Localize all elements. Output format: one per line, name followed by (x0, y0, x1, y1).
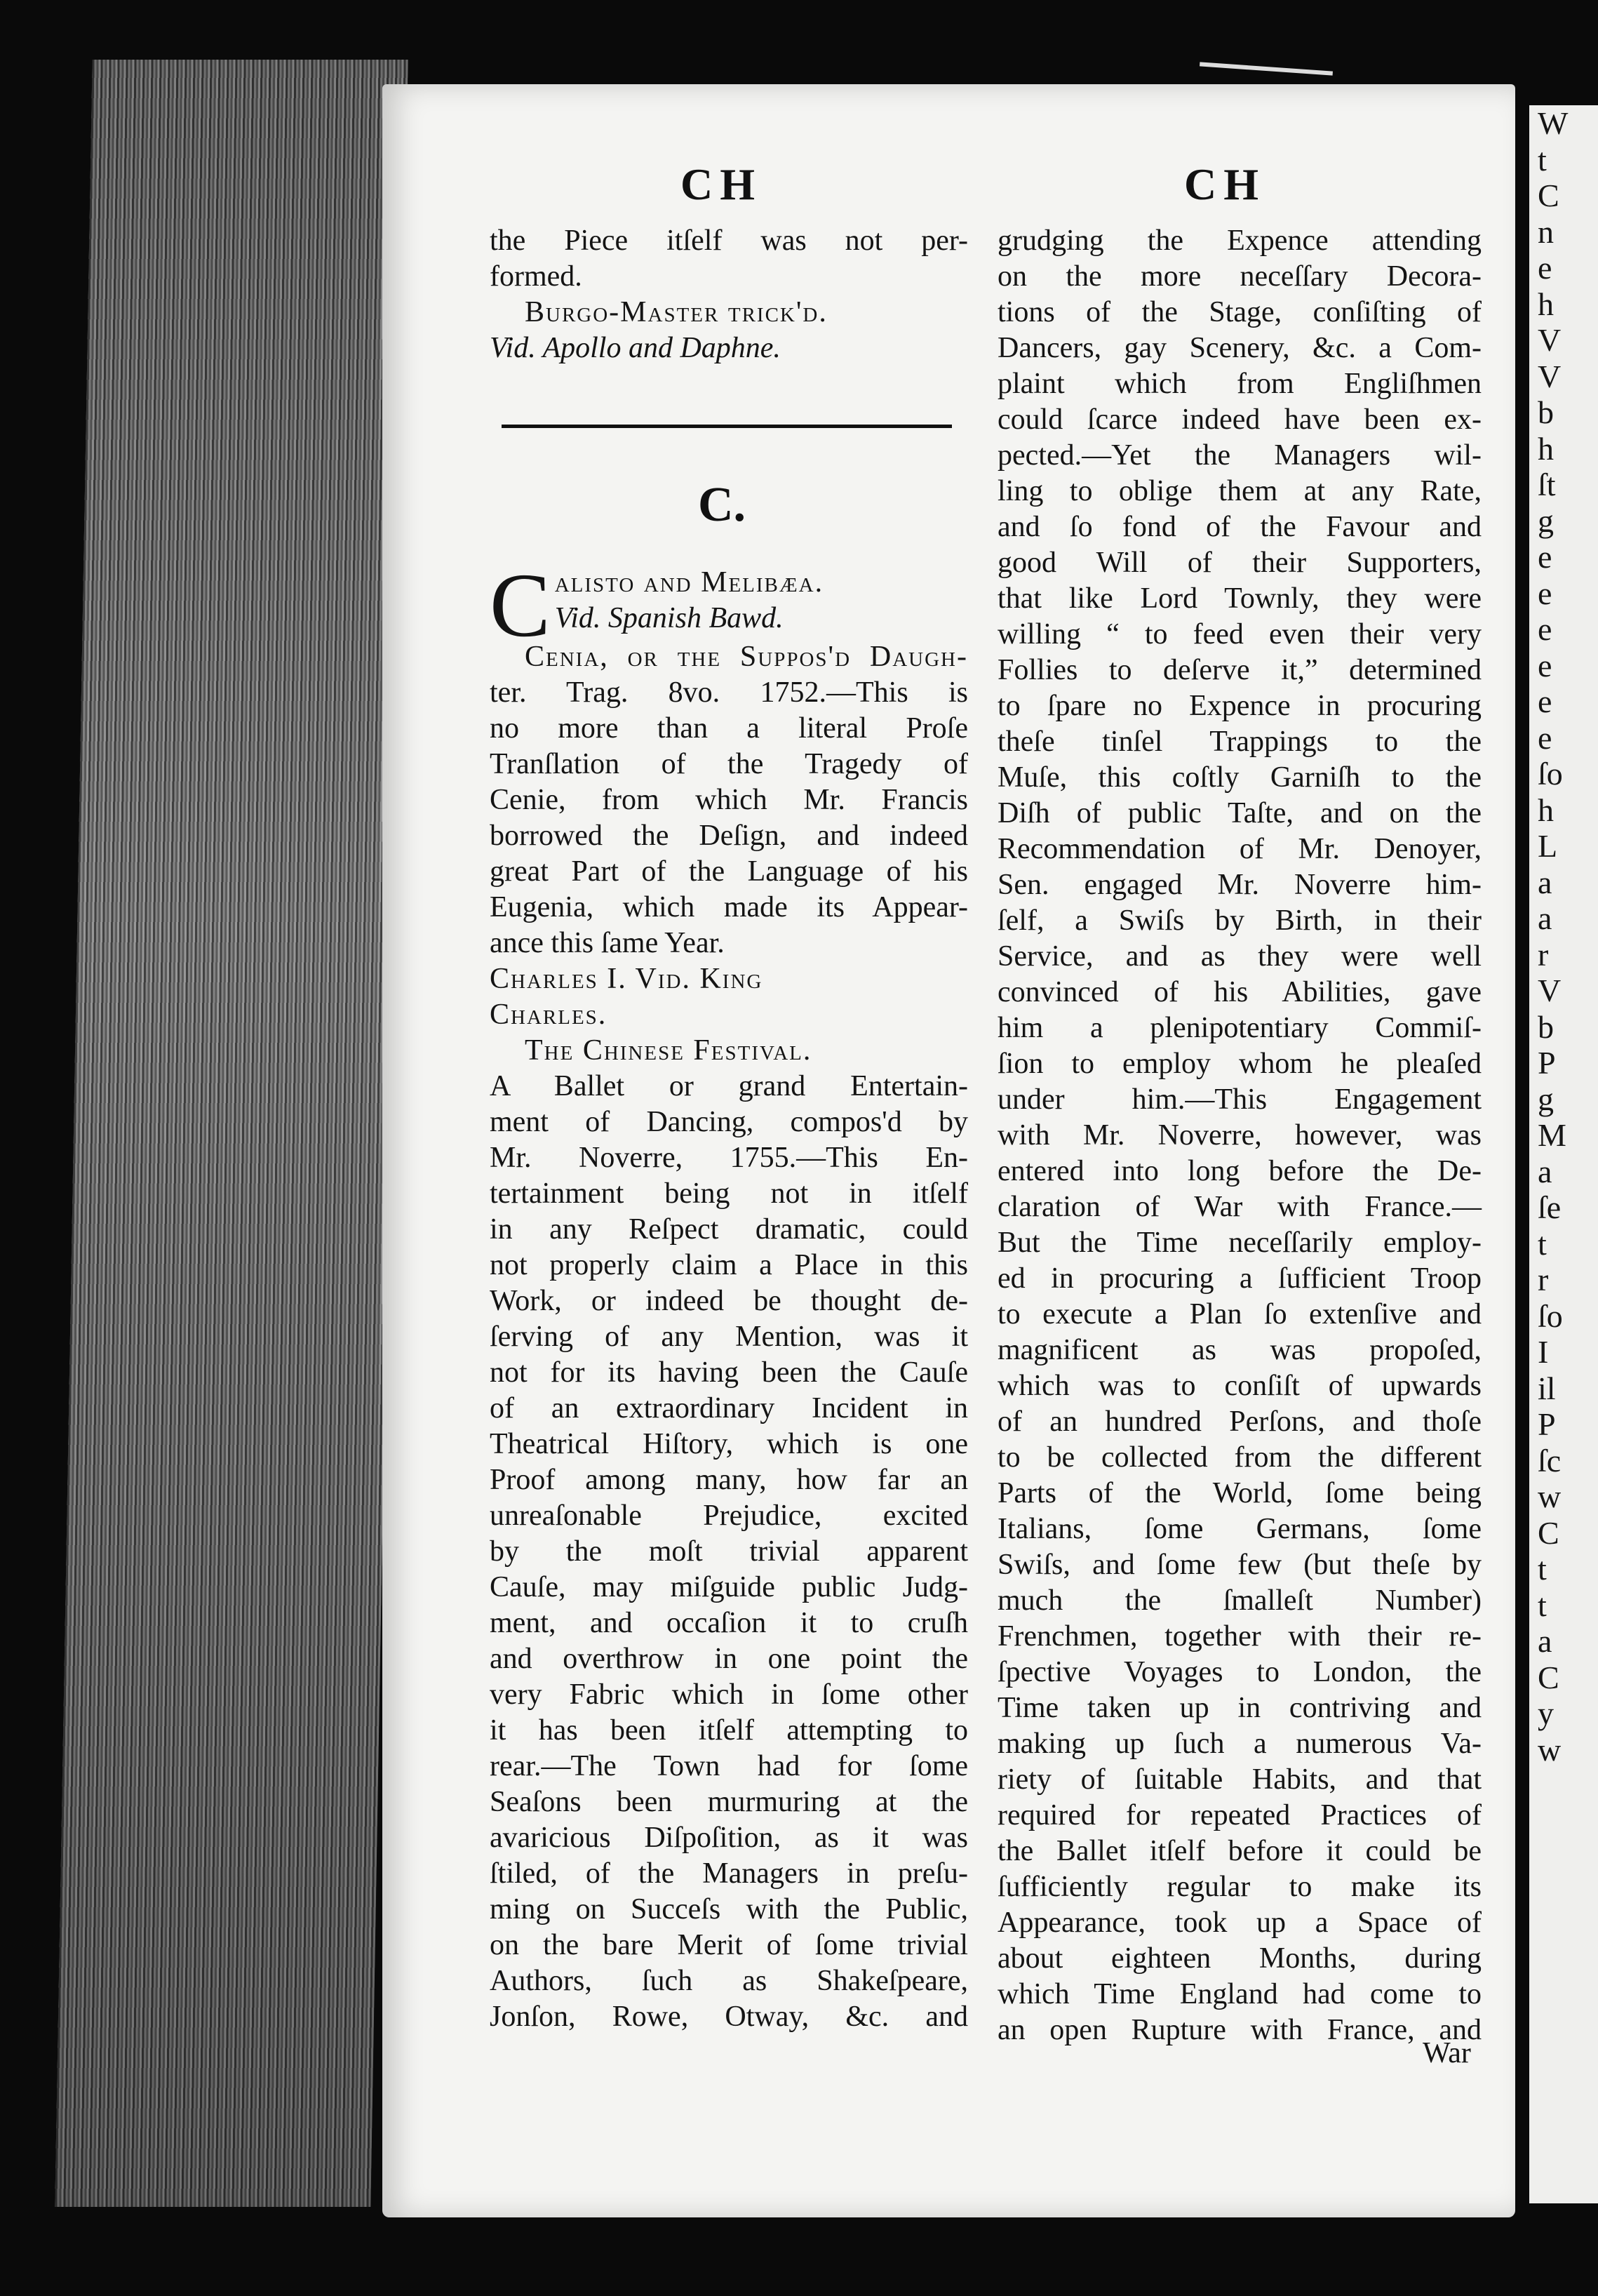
text-line: Authors, ſuch as Shakeſpeare, (490, 1965, 968, 1997)
text-line: the Piece itſelf was not per- (490, 225, 968, 257)
facing-page-fragment-text: M (1538, 1117, 1566, 1153)
text-line: convinced of his Abilities, gave (998, 976, 1482, 1008)
text-line: good Will of their Supporters, (998, 547, 1482, 579)
text-line: could ſcarce indeed have been ex- (998, 403, 1482, 436)
facing-page-fragment-text: w (1538, 1479, 1562, 1514)
text-line: in any Reſpect dramatic, could (490, 1213, 968, 1246)
text-line: not properly claim a Place in this (490, 1249, 968, 1281)
text-line: ter. Trag. 8vo. 1752.—This is (490, 676, 968, 709)
text-line: an open Rupture with France, and (998, 2014, 1482, 2046)
section-divider (502, 425, 952, 428)
facing-page-fragment-text: e (1538, 719, 1552, 756)
text-line: about eighteen Months, during (998, 1942, 1482, 1975)
right-column-body (998, 223, 1482, 2048)
facing-page-fragment-text: y (1538, 1695, 1554, 1731)
text-line: Tranſlation of the Tragedy of (490, 748, 968, 780)
scan-artifact (1200, 62, 1333, 75)
text-line: making up ſuch a numerous Va- (998, 1728, 1482, 1760)
text-line: Diſh of public Taſte, and on the (998, 797, 1482, 829)
text-line: by the moſt trivial apparent (490, 1535, 968, 1568)
text-line: under him.—This Engagement (998, 1083, 1482, 1116)
text-line: Italians, ſome Germans, ſome (998, 1513, 1482, 1545)
text-line: grudging the Expence attending (998, 225, 1482, 257)
text-line: which was to conſiſt of upwards (998, 1370, 1482, 1402)
facing-page-fragment-text: h (1538, 792, 1554, 828)
text-line: The Chinese Festival. (525, 1034, 812, 1067)
facing-page-fragment-text: ſc (1538, 1442, 1562, 1479)
text-line: claration of War with France.— (998, 1191, 1482, 1223)
facing-page-fragment-text: e (1538, 683, 1552, 719)
facing-page-fragment-text: e (1538, 539, 1552, 575)
text-line: ling to oblige them at any Rate, (998, 475, 1482, 507)
facing-page-fragment-text: V (1538, 973, 1562, 1008)
left-column-top (490, 223, 968, 366)
facing-page-fragment-text: t (1538, 141, 1547, 178)
text-line: magnificent as was propoſed, (998, 1334, 1482, 1366)
text-line: theſe tinſel Trappings to the (998, 726, 1482, 758)
text-line: him a plenipotentiary Commiſ- (998, 1012, 1482, 1044)
facing-page-fragment-text: P (1538, 1045, 1556, 1081)
text-line: ming on Succeſs with the Public, (490, 1893, 968, 1925)
facing-page-fragment-text: a (1538, 864, 1552, 900)
text-line: Charles. (490, 999, 607, 1031)
cross-reference: Vid. Spanish Bawd. (554, 602, 784, 634)
facing-page-fragment-text: t (1538, 1225, 1547, 1262)
facing-page-fragment-text: g (1538, 502, 1554, 539)
text-line: Swiſs, and ſome few (but theſe by (998, 1549, 1482, 1581)
cross-reference-heading: Burgo-Master trick'd. (525, 296, 828, 328)
text-line: Work, or indeed be thought de- (490, 1285, 968, 1317)
facing-page-fragment-text: t (1538, 1551, 1547, 1587)
text-line: unreaſonable Prejudice, excited (490, 1500, 968, 1532)
facing-page-fragment-text: h (1538, 286, 1554, 322)
book-page-edge (55, 60, 408, 2207)
text-line: plaint which from Engliſhmen (998, 368, 1482, 400)
text-line: on the more neceſſary Decora- (998, 260, 1482, 293)
text-line: A Ballet or grand Entertain- (490, 1070, 968, 1102)
facing-page-fragment-text: ſo (1538, 1297, 1563, 1334)
text-line: and ſo fond of the Favour and (998, 511, 1482, 543)
facing-page-fragment-text: h (1538, 430, 1554, 467)
text-line: the Ballet itſelf before it could be (998, 1835, 1482, 1867)
text-line: riety of ſuitable Habits, and that (998, 1763, 1482, 1796)
text-line: Service, and as they were well (998, 940, 1482, 973)
text-line: to be collected from the different (998, 1441, 1482, 1474)
text-line: borrowed the Deſign, and indeed (490, 820, 968, 852)
facing-page-fragment-text: r (1538, 1262, 1549, 1297)
text-line: Proof among many, how far an (490, 1464, 968, 1496)
text-line: Parts of the World, ſome being (998, 1477, 1482, 1509)
text-line: Seaſons been murmuring at the (490, 1786, 968, 1818)
text-line: to execute a Plan ſo extenſive and (998, 1298, 1482, 1330)
text-line: tions of the Stage, conſiſting of (998, 296, 1482, 328)
text-line: great Part of the Language of his (490, 855, 968, 888)
text-line: Dancers, gay Scenery, &c. a Com- (998, 332, 1482, 364)
facing-page-fragment-text: e (1538, 250, 1552, 286)
text-line: not for its having been the Cauſe (490, 1356, 968, 1389)
facing-page-fragment-text: il (1538, 1370, 1556, 1406)
text-line: rear.—The Town had for ſome (490, 1750, 968, 1782)
facing-page-fragment-text: g (1538, 1081, 1554, 1117)
text-line: Frenchmen, together with their re- (998, 1620, 1482, 1653)
text-line: ance this ſame Year. (490, 927, 725, 959)
text-line: avaricious Diſpoſition, as it was (490, 1822, 968, 1854)
facing-page-fragment-text: ſo (1538, 756, 1563, 792)
text-line: that like Lord Townly, they were (998, 582, 1482, 615)
facing-page-fragment-text: C (1538, 178, 1559, 213)
facing-page-fragment-text: e (1538, 647, 1552, 683)
text-line: on the bare Merit of ſome trivial (490, 1929, 968, 1961)
facing-page-fragment (1529, 105, 1598, 2203)
facing-page-fragment-text: ſt (1538, 467, 1556, 502)
facing-page-fragment-text: ſe (1538, 1189, 1562, 1225)
facing-page-fragment-text: e (1538, 575, 1552, 611)
text-line: it has been itſelf attempting to (490, 1714, 968, 1747)
facing-page-fragment-text: C (1538, 1659, 1559, 1695)
text-line: of an extraordinary Incident in (490, 1392, 968, 1424)
text-line: willing “ to feed even their very (998, 618, 1482, 650)
text-line: Follies to deſerve it,” determined (998, 654, 1482, 686)
text-line: to ſpare no Expence in procuring (998, 690, 1482, 722)
facing-page-fragment-text: L (1538, 828, 1558, 864)
facing-page-fragment-text: V (1538, 322, 1562, 358)
text-line: very Fabric which in ſome other (490, 1678, 968, 1711)
entry-title: alisto and Melibæa. (554, 566, 824, 599)
facing-page-fragment-text: n (1538, 213, 1554, 250)
facing-page-fragment-text: a (1538, 1153, 1552, 1189)
text-line: no more than a literal Proſe (490, 712, 968, 745)
text-line: ment, and occaſion it to cruſh (490, 1607, 968, 1639)
cross-reference: Vid. Apollo and Daphne. (490, 332, 781, 364)
text-line: But the Time neceſſarily employ- (998, 1227, 1482, 1259)
catchword: War (1423, 2037, 1471, 2069)
facing-page-fragment-text: w (1538, 1731, 1562, 1768)
text-line: Cauſe, may miſguide public Judg- (490, 1571, 968, 1603)
text-line: ſelf, a Swiſs by Birth, in their (998, 905, 1482, 937)
entry-calisto (490, 555, 968, 656)
text-line: Cenie, from which Mr. Francis (490, 784, 968, 816)
section-letter: C. (698, 478, 746, 532)
facing-page-fragment-text: W (1538, 105, 1569, 141)
text-line: required for repeated Practices of (998, 1799, 1482, 1831)
facing-page-fragment-text: e (1538, 611, 1552, 647)
left-column-body (490, 639, 968, 2035)
text-line: Time taken up in contriving and (998, 1692, 1482, 1724)
text-line: much the ſmalleſt Number) (998, 1584, 1482, 1617)
text-line: ed in procuring a ſufficient Troop (998, 1262, 1482, 1295)
text-line: formed. (490, 260, 582, 293)
text-line: Sen. engaged Mr. Noverre him- (998, 869, 1482, 901)
facing-page-fragment-text: C (1538, 1514, 1559, 1551)
text-line: ſerving of any Mention, was it (490, 1321, 968, 1353)
facing-page-fragment-text: a (1538, 1623, 1552, 1659)
facing-page-fragment-text: b (1538, 1008, 1554, 1045)
text-line: Cenia, or the Suppoſ'd Daugh- (525, 641, 968, 673)
text-line: tertainment being not in itſelf (490, 1177, 968, 1210)
text-line: ſion to employ whom he pleaſed (998, 1048, 1482, 1080)
running-head-right: CH (1184, 159, 1265, 209)
text-line: Theatrical Hiſtory, which is one (490, 1428, 968, 1460)
text-line: ment of Dancing, compos'd by (490, 1106, 968, 1138)
text-line: Charles I. Vid. King (490, 963, 763, 995)
text-line: Muſe, this coſtly Garniſh to the (998, 761, 1482, 794)
text-line: entered into long before the De- (998, 1155, 1482, 1187)
text-line: ſpective Voyages to London, the (998, 1656, 1482, 1688)
text-line: with Mr. Noverre, however, was (998, 1119, 1482, 1152)
facing-page-fragment-text: r (1538, 936, 1549, 973)
text-line: of an hundred Perſons, and thoſe (998, 1406, 1482, 1438)
text-line: pected.—Yet the Managers wil- (998, 439, 1482, 472)
text-line: Appearance, took up a Space of (998, 1907, 1482, 1939)
facing-page-fragment-text: a (1538, 900, 1552, 936)
facing-page-fragment-text: t (1538, 1587, 1547, 1623)
text-line: ſufficiently regular to make its (998, 1871, 1482, 1903)
drop-cap: C (490, 555, 551, 656)
text-line: which Time England had come to (998, 1978, 1482, 2010)
text-line: ſtiled, of the Managers in preſu- (490, 1857, 968, 1890)
text-line: Eugenia, which made its Appear- (490, 891, 968, 923)
text-line: Jonſon, Rowe, Otway, &c. and (490, 2001, 968, 2033)
running-head-left: CH (680, 159, 762, 209)
text-line: Mr. Noverre, 1755.—This En- (490, 1142, 968, 1174)
facing-page-fragment-text: b (1538, 394, 1554, 430)
text-line: Recommendation of Mr. Denoyer, (998, 833, 1482, 865)
text-line: and overthrow in one point the (490, 1643, 968, 1675)
facing-page-fragment-text: V (1538, 358, 1562, 394)
facing-page-fragment-text: I (1538, 1334, 1549, 1370)
facing-page-fragment-text: P (1538, 1406, 1556, 1442)
